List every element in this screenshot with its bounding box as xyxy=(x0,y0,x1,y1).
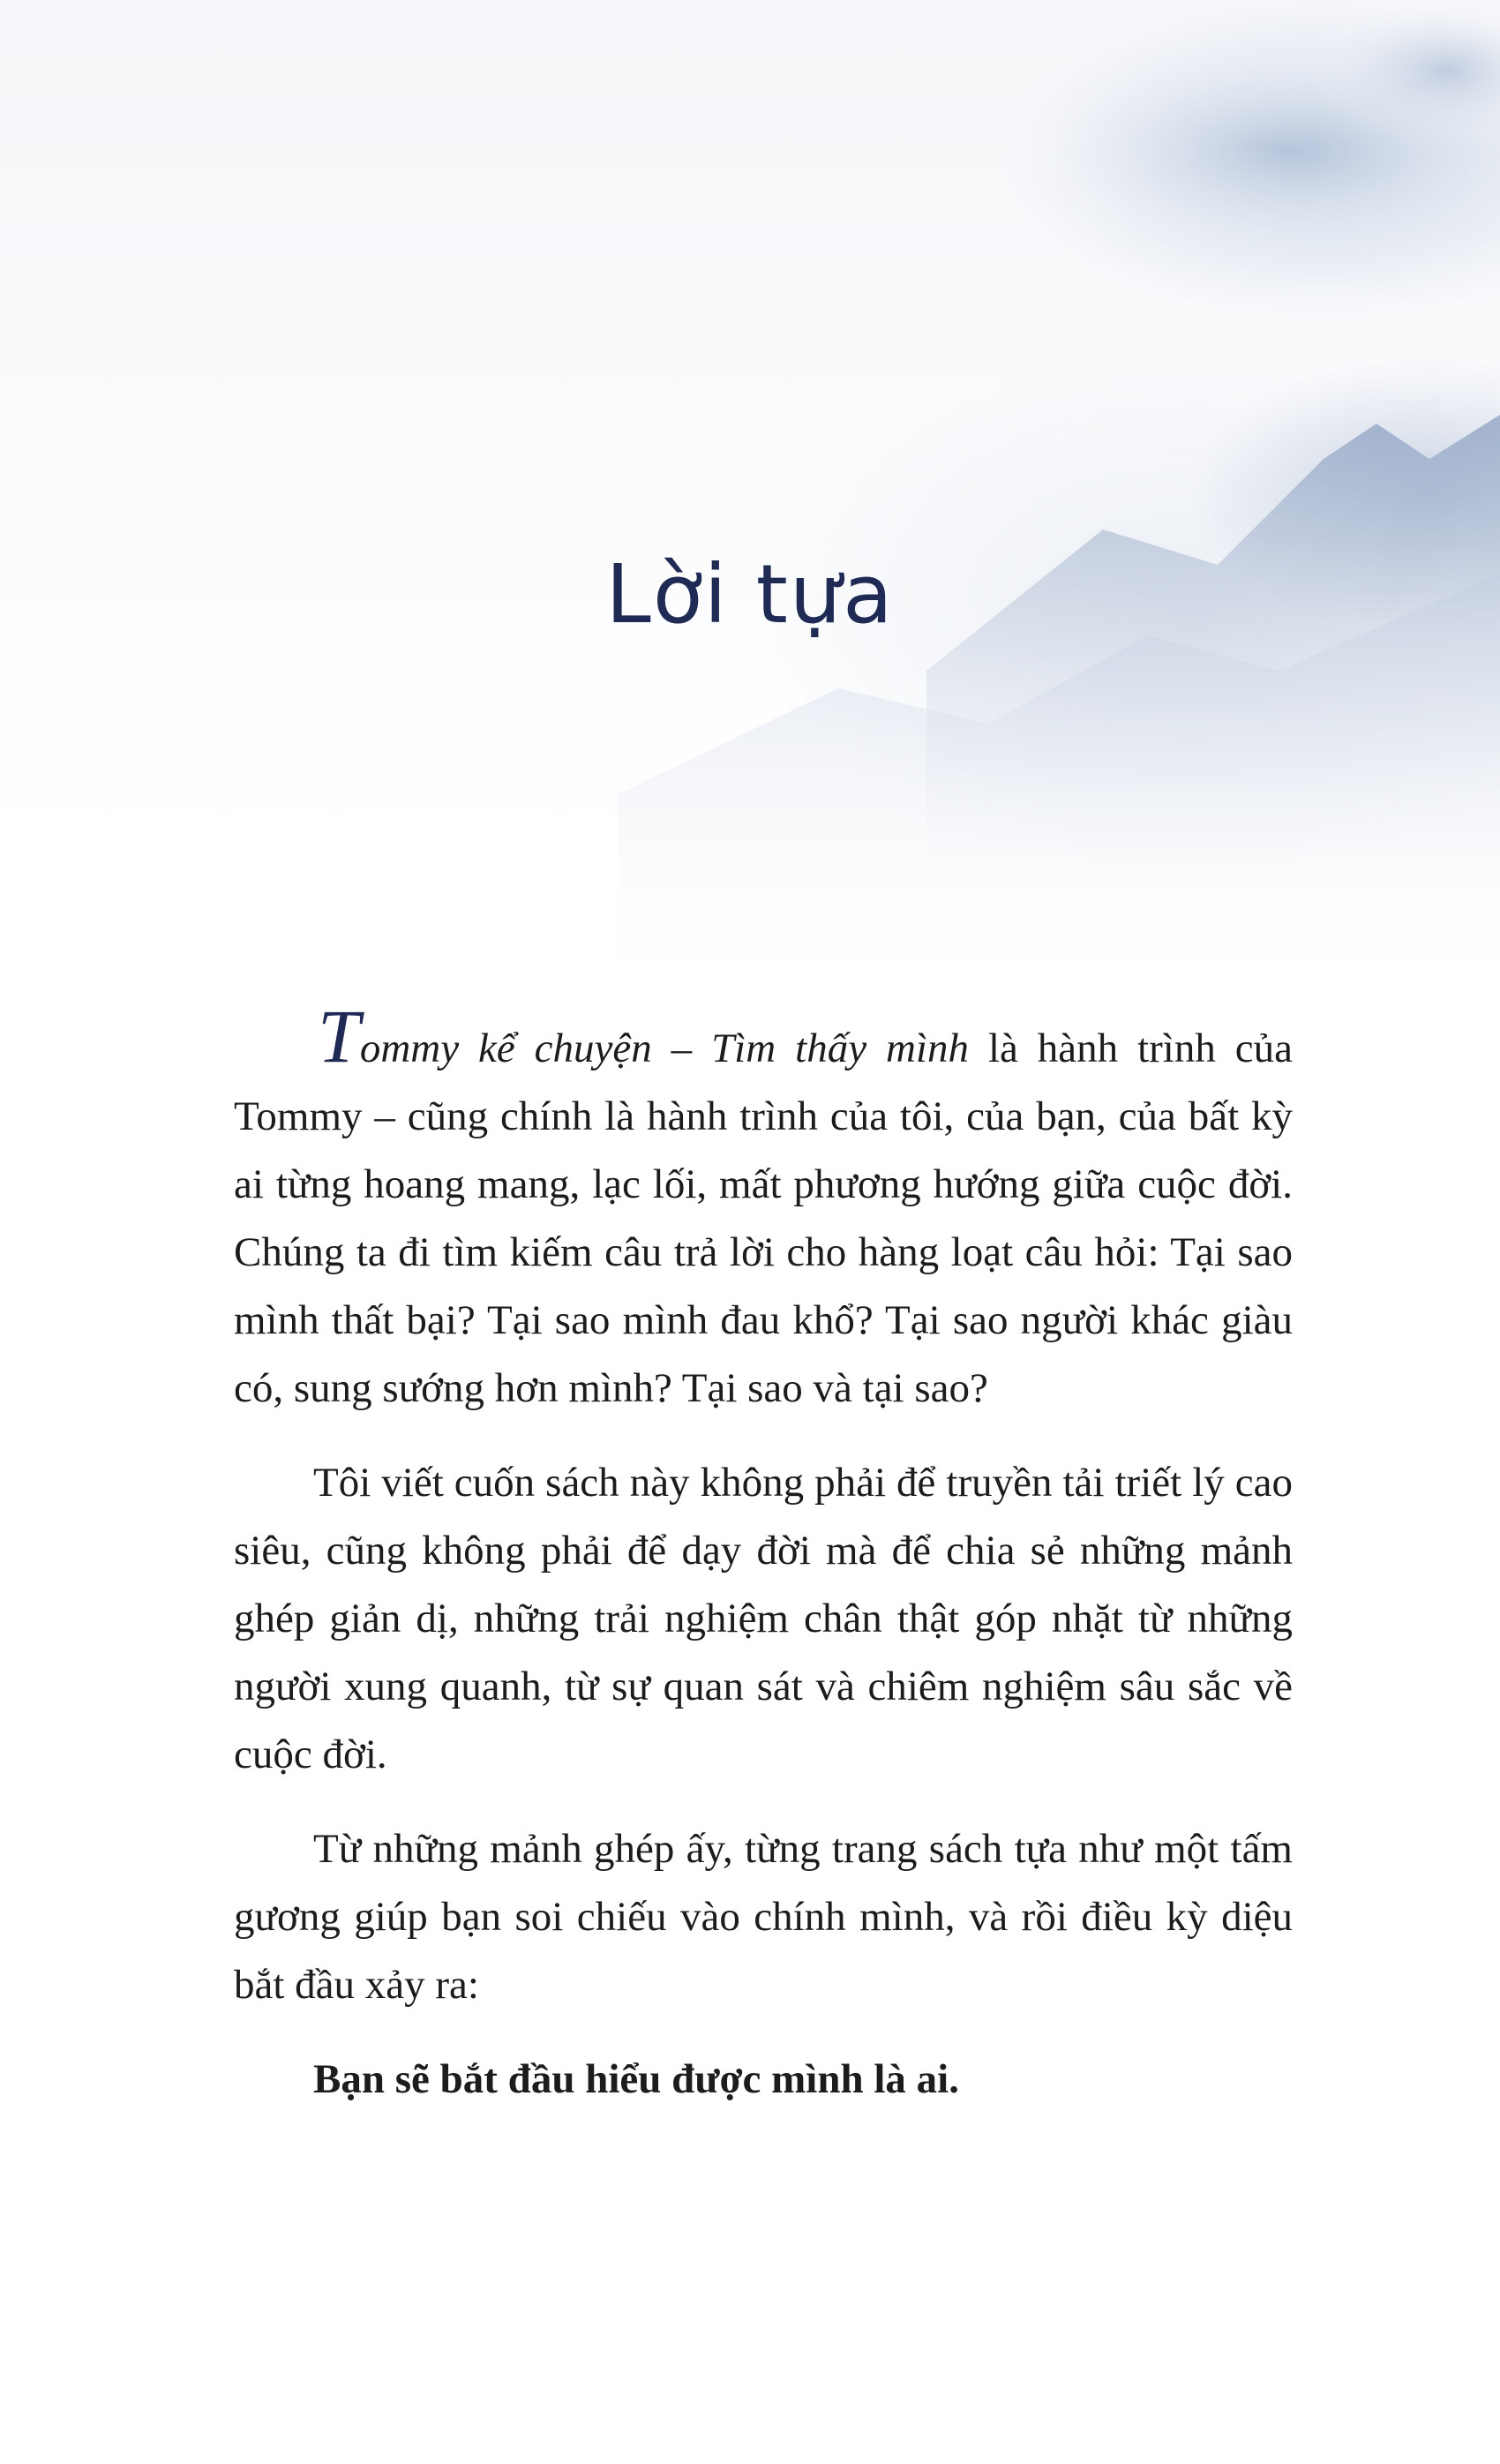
paragraph-1 xyxy=(234,994,1293,1423)
paragraph-3: Từ những mảnh ghép ấy, từng trang sách tựa như một tấm gương giúp bạn soi chiếu vào chính mình, và rồi điều kỳ diệu bắt đầu xảy ra: xyxy=(234,1826,1293,2008)
paragraph-1-text: là hành trình của Tommy – cũng chính là hành trình của tôi, của bạn, của bất kỳ ai từng hoang mang, lạc lối, mất phương hướng giữa cuộc đời. Chúng ta đi tìm kiếm câu trả lời cho hàng loạt câu hỏi: Tại sao mình thất bại? Tại sao mình đau khổ? Tại sao người khác giàu có, sung sướng hơn mình? Tại sao và tại sao? xyxy=(234,1025,1293,1411)
mountain-sky-illustration xyxy=(0,0,1500,1059)
drop-cap: T xyxy=(318,994,360,1078)
closing-statement: Bạn sẽ bắt đầu hiểu được mình là ai. xyxy=(313,2056,959,2102)
page-title: Lời tựa xyxy=(605,547,895,642)
paragraph-2: Tôi viết cuốn sách này không phải để truyền tải triết lý cao siêu, cũng không phải để dạy đời mà để chia sẻ những mảnh ghép giản dị, những trải nghiệm chân thật góp nhặt từ những người xung quanh, từ sự quan sát và chiêm nghiệm sâu sắc về cuộc đời. xyxy=(234,1460,1293,1777)
preface-body xyxy=(234,994,1293,2114)
book-title: ommy kể chuyện – Tìm thấy mình xyxy=(359,1025,970,1071)
